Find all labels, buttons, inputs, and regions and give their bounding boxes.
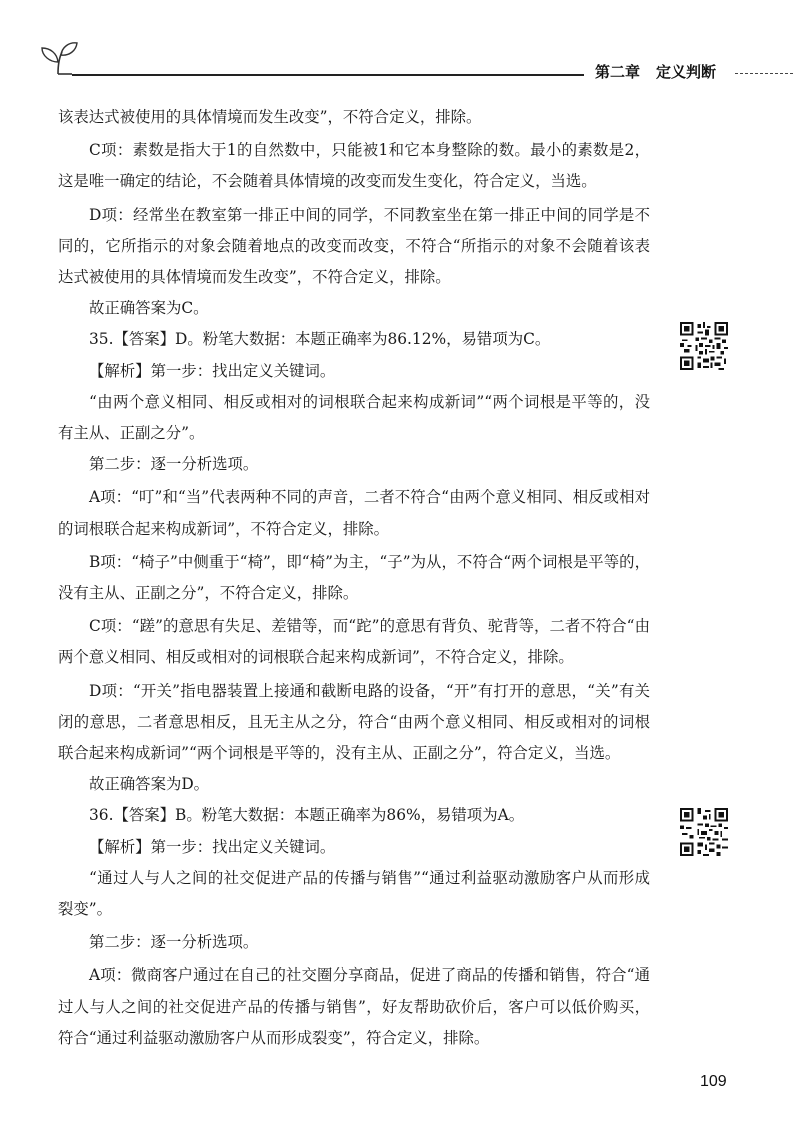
paragraph: C项：素数是指大于1的自然数中，只能被1和它本身整除的数。最小的素数是2，这是唯一确定的结论，不会随着具体情境的改变而发生变化，符合定义，当选。	[58, 141, 650, 191]
page-number: 109	[700, 1073, 727, 1090]
paragraph: D项：“开关”指电器装置上接通和截断电路的设备，“开”有打开的意思，“关”有关闭的意思，二者意思相反，且无主从之分，符合“由两个意义相同、相反或相对的词根联合起来构成新词”“两个词根是平等的，没有主从、正副之分”，符合定义，当选。	[58, 681, 650, 763]
question-answer: 35.【答案】D。粉笔大数据：本题正确率为86.12%，易错项为C。	[89, 330, 551, 349]
chapter-number: 第二章	[595, 63, 641, 81]
qr-code-icon[interactable]	[680, 808, 728, 856]
answer-line: 故正确答案为D。	[89, 775, 210, 794]
paragraph: “通过人与人之间的社交促进产品的传播与销售”“通过利益驱动激励客户从而形成裂变”。	[58, 868, 650, 919]
paragraph: B项：“椅子”中侧重于“椅”，即“椅”为主，“子”为从，不符合“两个词根是平等的，没有主从、正副之分”，不符合定义，排除。	[58, 552, 650, 603]
paragraph: 该表达式被使用的具体情境而发生改变”，不符合定义，排除。	[58, 108, 482, 126]
analysis-heading: 【解析】第一步：找出定义关键词。	[89, 837, 336, 856]
paragraph: D项：经常坐在教室第一排正中间的同学，不同教室坐在第一排正中间的同学是不同的，它所指示的对象会随着地点的改变而改变，不符合“所指示的对象不会随着该表达式被使用的具体情境而发生改变”，不符合定义，排除。	[58, 205, 650, 287]
qr-code-icon[interactable]	[680, 322, 728, 370]
header-rule-dashed	[735, 73, 793, 74]
analysis-heading: 【解析】第一步：找出定义关键词。	[89, 361, 336, 380]
paragraph: “由两个意义相同、相反或相对的词根联合起来构成新词”“两个词根是平等的，没有主从、正副之分”。	[58, 392, 650, 443]
paragraph: 第二步：逐一分析选项。	[89, 933, 259, 952]
answer-line: 故正确答案为C。	[89, 299, 209, 318]
page-header	[0, 0, 800, 100]
chapter-title: 定义判断	[656, 63, 717, 81]
chapter-heading	[595, 61, 716, 82]
header-rule	[72, 74, 584, 76]
paragraph: A项：“叮”和“当”代表两种不同的声音，二者不符合“由两个意义相同、相反或相对的词根联合起来构成新词”，不符合定义，排除。	[58, 488, 650, 538]
question-answer: 36.【答案】B。粉笔大数据：本题正确率为86%，易错项为A。	[89, 806, 525, 825]
page-body	[58, 102, 650, 1054]
sprout-icon	[38, 40, 80, 76]
paragraph: A项：微商客户通过在自己的社交圈分享商品，促进了商品的传播和销售，符合“通过人与人之间的社交促进产品的传播与销售”，好友帮助砍价后，客户可以低价购买，符合“通过利益驱动激励客户从而形成裂变”，符合定义，排除。	[58, 966, 650, 1047]
paragraph: 第二步：逐一分析选项。	[89, 455, 259, 474]
paragraph: C项：“蹉”的意思有失足、差错等，而“跎”的意思有背负、驼背等，二者不符合“由两个意义相同、相反或相对的词根联合起来构成新词”，不符合定义，排除。	[58, 617, 650, 667]
